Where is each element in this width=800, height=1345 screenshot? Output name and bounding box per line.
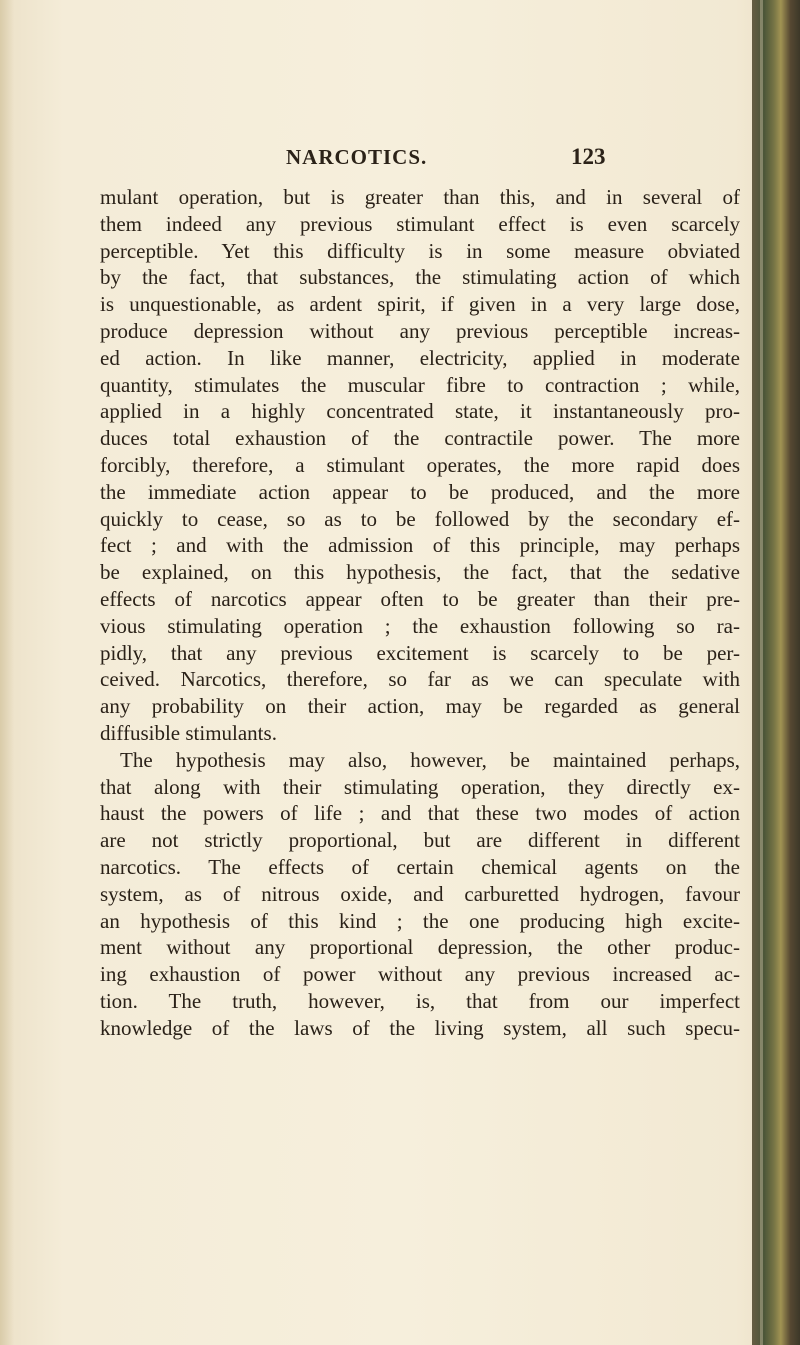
text-line: perceptible. Yet this difficulty is in some measure obviated bbox=[100, 238, 740, 263]
body-text bbox=[100, 184, 740, 1042]
text-line: is unquestionable, as ardent spirit, if given in a very large dose, bbox=[100, 292, 740, 317]
page-number: 123 bbox=[571, 144, 606, 169]
text-line: forcibly, therefore, a stimulant operates, the more rapid does bbox=[100, 452, 740, 477]
text-line: them indeed any previous stimulant effect is even scarcely bbox=[100, 211, 740, 236]
text-line: produce depression without any previous perceptible increas- bbox=[100, 318, 740, 343]
text-line: are not strictly proportional, but are different in different bbox=[100, 828, 740, 853]
text-line: quantity, stimulates the muscular fibre to contraction ; while, bbox=[100, 372, 740, 397]
text-line: knowledge of the laws of the living system, all such specu- bbox=[100, 1015, 740, 1040]
text-line: haust the powers of life ; and that these two modes of action bbox=[100, 801, 740, 826]
text-line: vious stimulating operation ; the exhaustion following so ra- bbox=[100, 613, 740, 638]
text-line: narcotics. The effects of certain chemical agents on the bbox=[100, 854, 740, 879]
running-head: NARCOTICS. bbox=[286, 145, 428, 169]
text-line: that along with their stimulating operation, they directly ex- bbox=[100, 774, 740, 799]
text-line: by the fact, that substances, the stimulating action of which bbox=[100, 265, 740, 290]
text-line: mulant operation, but is greater than this, and in several of bbox=[100, 185, 740, 209]
page-gutter-shadow bbox=[0, 0, 14, 1345]
text-line: ed action. In like manner, electricity, applied in moderate bbox=[100, 345, 740, 370]
text-line: effects of narcotics appear often to be greater than their pre- bbox=[100, 586, 740, 611]
text-line: fect ; and with the admission of this principle, may perhaps bbox=[100, 533, 740, 558]
text-line: any probability on their action, may be regarded as general bbox=[100, 694, 740, 719]
text-line: be explained, on this hypothesis, the fact, that the sedative bbox=[100, 560, 740, 585]
text-line: duces total exhaustion of the contractile power. The more bbox=[100, 426, 740, 451]
text-line: ceived. Narcotics, therefore, so far as we can speculate with bbox=[100, 667, 740, 692]
page-header bbox=[100, 145, 740, 175]
text-line: the immediate action appear to be produced, and the more bbox=[100, 479, 740, 504]
text-line: tion. The truth, however, is, that from our imperfect bbox=[100, 988, 740, 1013]
text-line: an hypothesis of this kind ; the one producing high excite- bbox=[100, 908, 740, 933]
text-line: pidly, that any previous excitement is scarcely to be per- bbox=[100, 640, 740, 665]
paragraph-1 bbox=[100, 184, 740, 747]
text-line: ing exhaustion of power without any previous increased ac- bbox=[100, 962, 740, 987]
text-line: quickly to cease, so as to be followed by the secondary ef- bbox=[100, 506, 740, 531]
paragraph-2 bbox=[100, 747, 740, 1042]
text-line: applied in a highly concentrated state, it instantaneously pro- bbox=[100, 399, 740, 424]
text-line: ment without any proportional depression, the other produc- bbox=[100, 935, 740, 960]
text-line: system, as of nitrous oxide, and carburetted hydrogen, favour bbox=[100, 881, 740, 906]
text-line: diffusible stimulants. bbox=[100, 720, 277, 745]
page-edge-binding bbox=[752, 0, 800, 1345]
text-line: The hypothesis may also, however, be maintained perhaps, bbox=[120, 747, 740, 772]
